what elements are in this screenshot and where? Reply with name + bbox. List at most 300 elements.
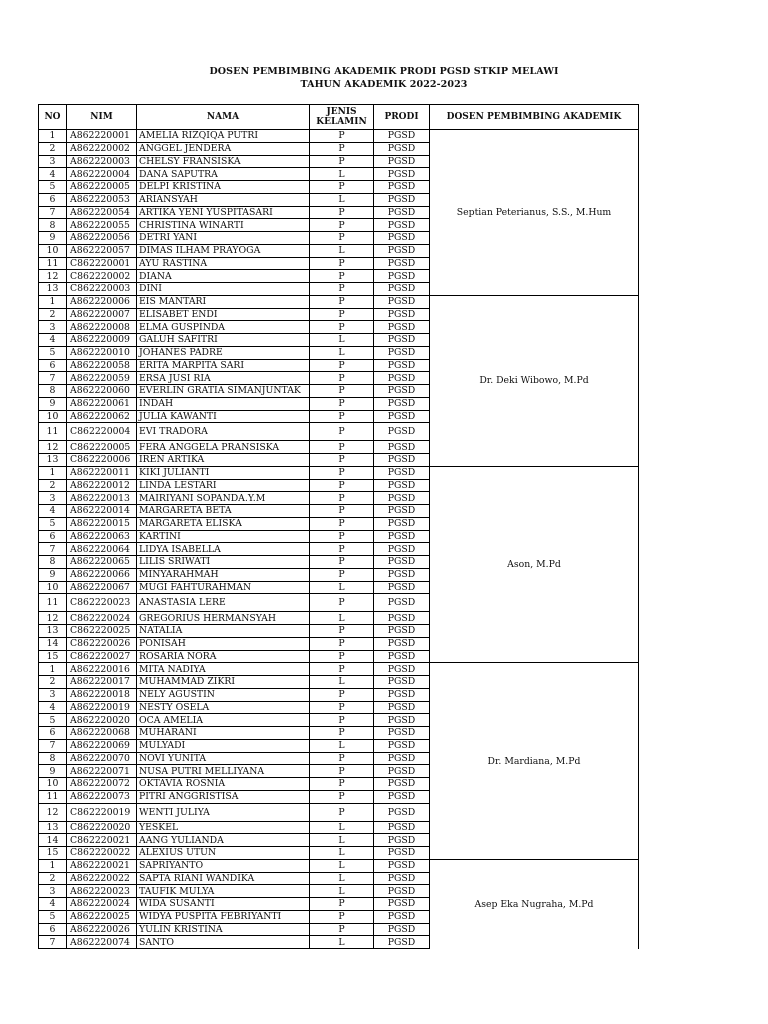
cell-nama: JULIA KAWANTI bbox=[137, 410, 310, 423]
cell-nama: CHRISTINA WINARTI bbox=[137, 219, 310, 232]
cell-nama: GALUH SAFITRI bbox=[137, 334, 310, 347]
cell-nim: A862220015 bbox=[67, 517, 137, 530]
cell-nama: MAIRIYANI SOPANDA.Y.M bbox=[137, 492, 310, 505]
cell-nim: A862220002 bbox=[67, 142, 137, 155]
cell-jenis-kelamin: P bbox=[310, 385, 374, 398]
cell-jenis-kelamin: P bbox=[310, 650, 374, 663]
cell-no: 4 bbox=[39, 898, 67, 911]
cell-nim: C862220003 bbox=[67, 283, 137, 296]
cell-nama: ALEXIUS UTUN bbox=[137, 847, 310, 860]
cell-nama: MITA NADIYA bbox=[137, 663, 310, 676]
cell-no: 8 bbox=[39, 385, 67, 398]
cell-jenis-kelamin: P bbox=[310, 410, 374, 423]
cell-jenis-kelamin: L bbox=[310, 581, 374, 594]
cell-nim: A862220056 bbox=[67, 232, 137, 245]
cell-nim: A862220058 bbox=[67, 359, 137, 372]
header-no: NO bbox=[39, 105, 67, 130]
cell-jenis-kelamin: P bbox=[310, 181, 374, 194]
cell-prodi: PGSD bbox=[374, 765, 430, 778]
cell-nim: A862220059 bbox=[67, 372, 137, 385]
cell-nim: A862220018 bbox=[67, 688, 137, 701]
cell-nim: A862220019 bbox=[67, 701, 137, 714]
cell-jenis-kelamin: P bbox=[310, 206, 374, 219]
cell-jenis-kelamin: L bbox=[310, 885, 374, 898]
cell-jenis-kelamin: P bbox=[310, 765, 374, 778]
cell-nim: A862220010 bbox=[67, 346, 137, 359]
cell-no: 7 bbox=[39, 206, 67, 219]
cell-prodi: PGSD bbox=[374, 321, 430, 334]
cell-no: 13 bbox=[39, 625, 67, 638]
cell-no: 6 bbox=[39, 193, 67, 206]
cell-prodi: PGSD bbox=[374, 581, 430, 594]
cell-nim: A862220064 bbox=[67, 543, 137, 556]
cell-prodi: PGSD bbox=[374, 441, 430, 454]
cell-nama: OKTAVIA ROSNIA bbox=[137, 778, 310, 791]
cell-nama: PITRI ANGGRISTISA bbox=[137, 790, 310, 803]
cell-nim: A862220025 bbox=[67, 910, 137, 923]
cell-prodi: PGSD bbox=[374, 612, 430, 625]
cell-no: 1 bbox=[39, 130, 67, 143]
cell-jenis-kelamin: P bbox=[310, 898, 374, 911]
cell-nama: PONISAH bbox=[137, 637, 310, 650]
cell-jenis-kelamin: P bbox=[310, 397, 374, 410]
cell-prodi: PGSD bbox=[374, 778, 430, 791]
cell-nim: A862220022 bbox=[67, 872, 137, 885]
cell-nama: MUHAMMAD ZIKRI bbox=[137, 676, 310, 689]
advisor-table bbox=[38, 104, 639, 949]
cell-jenis-kelamin: L bbox=[310, 859, 374, 872]
cell-prodi: PGSD bbox=[374, 270, 430, 283]
cell-nim: A862220009 bbox=[67, 334, 137, 347]
cell-prodi: PGSD bbox=[374, 219, 430, 232]
cell-nim: A862220069 bbox=[67, 739, 137, 752]
cell-nim: C862220006 bbox=[67, 454, 137, 467]
cell-no: 1 bbox=[39, 295, 67, 308]
cell-nim: A862220060 bbox=[67, 385, 137, 398]
cell-prodi: PGSD bbox=[374, 898, 430, 911]
cell-prodi: PGSD bbox=[374, 346, 430, 359]
cell-jenis-kelamin: L bbox=[310, 676, 374, 689]
table-row bbox=[39, 859, 639, 872]
header-dosen: DOSEN PEMBIMBING AKADEMIK bbox=[430, 105, 639, 130]
header-prodi: PRODI bbox=[374, 105, 430, 130]
cell-prodi: PGSD bbox=[374, 821, 430, 834]
cell-jenis-kelamin: P bbox=[310, 517, 374, 530]
cell-nim: A862220016 bbox=[67, 663, 137, 676]
cell-nama: DANA SAPUTRA bbox=[137, 168, 310, 181]
cell-prodi: PGSD bbox=[374, 637, 430, 650]
cell-no: 10 bbox=[39, 410, 67, 423]
cell-nama: DIANA bbox=[137, 270, 310, 283]
table-header-row bbox=[39, 105, 639, 130]
cell-prodi: PGSD bbox=[374, 556, 430, 569]
cell-nim: A862220007 bbox=[67, 308, 137, 321]
cell-jenis-kelamin: P bbox=[310, 790, 374, 803]
cell-nim: A862220011 bbox=[67, 466, 137, 479]
cell-prodi: PGSD bbox=[374, 530, 430, 543]
cell-nama: YULIN KRISTINA bbox=[137, 923, 310, 936]
cell-prodi: PGSD bbox=[374, 834, 430, 847]
cell-dosen-pembimbing: Asep Eka Nugraha, M.Pd bbox=[430, 859, 639, 948]
cell-nama: EVERLIN GRATIA SIMANJUNTAK bbox=[137, 385, 310, 398]
cell-prodi: PGSD bbox=[374, 594, 430, 612]
cell-nama: JOHANES PADRE bbox=[137, 346, 310, 359]
cell-nama: WIDYA PUSPITA FEBRIYANTI bbox=[137, 910, 310, 923]
cell-nama: AYU RASTINA bbox=[137, 257, 310, 270]
cell-nim: A862220063 bbox=[67, 530, 137, 543]
cell-nim: C862220020 bbox=[67, 821, 137, 834]
cell-nama: EIS MANTARI bbox=[137, 295, 310, 308]
cell-no: 3 bbox=[39, 885, 67, 898]
cell-nim: A862220066 bbox=[67, 568, 137, 581]
cell-jenis-kelamin: P bbox=[310, 727, 374, 740]
cell-nim: A862220065 bbox=[67, 556, 137, 569]
cell-no: 13 bbox=[39, 821, 67, 834]
cell-prodi: PGSD bbox=[374, 910, 430, 923]
cell-prodi: PGSD bbox=[374, 727, 430, 740]
cell-nama: GREGORIUS HERMANSYAH bbox=[137, 612, 310, 625]
cell-nim: A862220001 bbox=[67, 130, 137, 143]
cell-nama: ELISABET ENDI bbox=[137, 308, 310, 321]
cell-jenis-kelamin: P bbox=[310, 752, 374, 765]
cell-jenis-kelamin: P bbox=[310, 219, 374, 232]
cell-nim: C862220026 bbox=[67, 637, 137, 650]
cell-nama: SANTO bbox=[137, 936, 310, 949]
cell-jenis-kelamin: P bbox=[310, 530, 374, 543]
cell-no: 8 bbox=[39, 556, 67, 569]
cell-no: 14 bbox=[39, 834, 67, 847]
cell-no: 12 bbox=[39, 612, 67, 625]
cell-no: 2 bbox=[39, 479, 67, 492]
cell-nim: A862220054 bbox=[67, 206, 137, 219]
cell-nim: A862220073 bbox=[67, 790, 137, 803]
cell-prodi: PGSD bbox=[374, 663, 430, 676]
cell-prodi: PGSD bbox=[374, 885, 430, 898]
cell-nama: DELPI KRISTINA bbox=[137, 181, 310, 194]
cell-prodi: PGSD bbox=[374, 505, 430, 518]
cell-nim: A862220053 bbox=[67, 193, 137, 206]
cell-nama: ARTIKA YENI YUSPITASARI bbox=[137, 206, 310, 219]
cell-nim: A862220012 bbox=[67, 479, 137, 492]
cell-no: 7 bbox=[39, 543, 67, 556]
cell-nama: ARIANSYAH bbox=[137, 193, 310, 206]
cell-nama: EVI TRADORA bbox=[137, 423, 310, 441]
cell-jenis-kelamin: P bbox=[310, 321, 374, 334]
cell-nama: NUSA PUTRI MELLIYANA bbox=[137, 765, 310, 778]
cell-nama: LIDYA ISABELLA bbox=[137, 543, 310, 556]
cell-prodi: PGSD bbox=[374, 308, 430, 321]
cell-nim: A862220055 bbox=[67, 219, 137, 232]
cell-no: 3 bbox=[39, 155, 67, 168]
cell-prodi: PGSD bbox=[374, 385, 430, 398]
cell-prodi: PGSD bbox=[374, 568, 430, 581]
cell-nama: ROSARIA NORA bbox=[137, 650, 310, 663]
cell-dosen-pembimbing: Dr. Mardiana, M.Pd bbox=[430, 663, 639, 860]
cell-nim: A862220017 bbox=[67, 676, 137, 689]
cell-nama: TAUFIK MULYA bbox=[137, 885, 310, 898]
cell-jenis-kelamin: L bbox=[310, 936, 374, 949]
cell-nim: C862220027 bbox=[67, 650, 137, 663]
cell-nama: SAPTA RIANI WANDIKA bbox=[137, 872, 310, 885]
cell-prodi: PGSD bbox=[374, 803, 430, 821]
cell-no: 9 bbox=[39, 765, 67, 778]
cell-nim: C862220021 bbox=[67, 834, 137, 847]
cell-no: 5 bbox=[39, 714, 67, 727]
cell-prodi: PGSD bbox=[374, 206, 430, 219]
cell-nim: C862220019 bbox=[67, 803, 137, 821]
cell-nama: ANGGEL JENDERA bbox=[137, 142, 310, 155]
table-row bbox=[39, 130, 639, 143]
cell-nim: C862220025 bbox=[67, 625, 137, 638]
cell-prodi: PGSD bbox=[374, 739, 430, 752]
cell-jenis-kelamin: L bbox=[310, 821, 374, 834]
cell-nama: MUHARANI bbox=[137, 727, 310, 740]
cell-prodi: PGSD bbox=[374, 359, 430, 372]
cell-jenis-kelamin: L bbox=[310, 834, 374, 847]
cell-prodi: PGSD bbox=[374, 168, 430, 181]
cell-dosen-pembimbing: Ason, M.Pd bbox=[430, 466, 639, 663]
cell-nama: NELY AGUSTIN bbox=[137, 688, 310, 701]
cell-jenis-kelamin: P bbox=[310, 688, 374, 701]
cell-jenis-kelamin: P bbox=[310, 308, 374, 321]
cell-nama: AMELIA RIZQIQA PUTRI bbox=[137, 130, 310, 143]
cell-prodi: PGSD bbox=[374, 142, 430, 155]
cell-jenis-kelamin: L bbox=[310, 872, 374, 885]
cell-nim: A862220024 bbox=[67, 898, 137, 911]
cell-jenis-kelamin: L bbox=[310, 346, 374, 359]
cell-nama: FERA ANGGELA PRANSISKA bbox=[137, 441, 310, 454]
header-nim: NIM bbox=[67, 105, 137, 130]
cell-no: 9 bbox=[39, 568, 67, 581]
cell-no: 6 bbox=[39, 923, 67, 936]
cell-prodi: PGSD bbox=[374, 466, 430, 479]
cell-nim: A862220021 bbox=[67, 859, 137, 872]
cell-no: 7 bbox=[39, 936, 67, 949]
cell-nim: A862220070 bbox=[67, 752, 137, 765]
cell-no: 5 bbox=[39, 517, 67, 530]
cell-prodi: PGSD bbox=[374, 410, 430, 423]
cell-no: 2 bbox=[39, 308, 67, 321]
cell-jenis-kelamin: P bbox=[310, 283, 374, 296]
cell-no: 14 bbox=[39, 637, 67, 650]
cell-jenis-kelamin: P bbox=[310, 372, 374, 385]
cell-nim: C862220005 bbox=[67, 441, 137, 454]
cell-nama: KIKI JULIANTI bbox=[137, 466, 310, 479]
table-row bbox=[39, 663, 639, 676]
cell-no: 4 bbox=[39, 334, 67, 347]
cell-no: 3 bbox=[39, 492, 67, 505]
cell-no: 12 bbox=[39, 441, 67, 454]
cell-no: 4 bbox=[39, 701, 67, 714]
cell-prodi: PGSD bbox=[374, 397, 430, 410]
document-title: DOSEN PEMBIMBING AKADEMIK PRODI PGSD STKIP MELAWI bbox=[209, 66, 559, 77]
cell-prodi: PGSD bbox=[374, 752, 430, 765]
cell-jenis-kelamin: P bbox=[310, 454, 374, 467]
cell-jenis-kelamin: P bbox=[310, 130, 374, 143]
cell-nama: WENTI JULIYA bbox=[137, 803, 310, 821]
cell-prodi: PGSD bbox=[374, 295, 430, 308]
cell-jenis-kelamin: P bbox=[310, 910, 374, 923]
cell-jenis-kelamin: P bbox=[310, 466, 374, 479]
cell-no: 15 bbox=[39, 847, 67, 860]
cell-nim: A862220014 bbox=[67, 505, 137, 518]
cell-jenis-kelamin: L bbox=[310, 334, 374, 347]
cell-jenis-kelamin: P bbox=[310, 701, 374, 714]
cell-nim: A862220057 bbox=[67, 244, 137, 257]
cell-prodi: PGSD bbox=[374, 232, 430, 245]
cell-nama: DIMAS ILHAM PRAYOGA bbox=[137, 244, 310, 257]
cell-dosen-pembimbing: Septian Peterianus, S.S., M.Hum bbox=[430, 130, 639, 296]
cell-no: 8 bbox=[39, 752, 67, 765]
cell-nama: NOVI YUNITA bbox=[137, 752, 310, 765]
cell-no: 5 bbox=[39, 181, 67, 194]
cell-nama: AANG YULIANDA bbox=[137, 834, 310, 847]
cell-nama: LINDA LESTARI bbox=[137, 479, 310, 492]
cell-nim: A862220074 bbox=[67, 936, 137, 949]
cell-nama: KARTINI bbox=[137, 530, 310, 543]
cell-jenis-kelamin: P bbox=[310, 637, 374, 650]
cell-jenis-kelamin: P bbox=[310, 543, 374, 556]
cell-prodi: PGSD bbox=[374, 923, 430, 936]
cell-jenis-kelamin: P bbox=[310, 423, 374, 441]
cell-nim: A862220006 bbox=[67, 295, 137, 308]
cell-no: 4 bbox=[39, 505, 67, 518]
cell-nama: WIDA SUSANTI bbox=[137, 898, 310, 911]
cell-nim: A862220061 bbox=[67, 397, 137, 410]
cell-nim: A862220005 bbox=[67, 181, 137, 194]
cell-nama: MUGI FAHTURAHMAN bbox=[137, 581, 310, 594]
cell-jenis-kelamin: P bbox=[310, 479, 374, 492]
cell-jenis-kelamin: P bbox=[310, 625, 374, 638]
header-nama: NAMA bbox=[137, 105, 310, 130]
cell-prodi: PGSD bbox=[374, 847, 430, 860]
cell-nama: NATALIA bbox=[137, 625, 310, 638]
cell-jenis-kelamin: P bbox=[310, 505, 374, 518]
cell-nim: A862220013 bbox=[67, 492, 137, 505]
cell-jenis-kelamin: P bbox=[310, 568, 374, 581]
cell-prodi: PGSD bbox=[374, 423, 430, 441]
cell-prodi: PGSD bbox=[374, 334, 430, 347]
cell-nama: MARGARETA ELISKA bbox=[137, 517, 310, 530]
cell-prodi: PGSD bbox=[374, 859, 430, 872]
cell-nim: C862220024 bbox=[67, 612, 137, 625]
cell-nim: C862220022 bbox=[67, 847, 137, 860]
cell-jenis-kelamin: L bbox=[310, 168, 374, 181]
cell-jenis-kelamin: P bbox=[310, 556, 374, 569]
cell-jenis-kelamin: P bbox=[310, 594, 374, 612]
cell-jenis-kelamin: P bbox=[310, 441, 374, 454]
cell-nama: SAPRIYANTO bbox=[137, 859, 310, 872]
cell-nama: NESTY OSELA bbox=[137, 701, 310, 714]
cell-no: 1 bbox=[39, 466, 67, 479]
cell-jenis-kelamin: P bbox=[310, 359, 374, 372]
cell-no: 9 bbox=[39, 397, 67, 410]
cell-nim: C862220002 bbox=[67, 270, 137, 283]
cell-jenis-kelamin: P bbox=[310, 295, 374, 308]
cell-nama: ANASTASIA LERE bbox=[137, 594, 310, 612]
cell-prodi: PGSD bbox=[374, 283, 430, 296]
cell-no: 3 bbox=[39, 688, 67, 701]
cell-no: 5 bbox=[39, 346, 67, 359]
cell-prodi: PGSD bbox=[374, 936, 430, 949]
cell-jenis-kelamin: P bbox=[310, 803, 374, 821]
cell-no: 12 bbox=[39, 270, 67, 283]
cell-no: 7 bbox=[39, 372, 67, 385]
cell-prodi: PGSD bbox=[374, 257, 430, 270]
cell-prodi: PGSD bbox=[374, 479, 430, 492]
cell-no: 6 bbox=[39, 727, 67, 740]
cell-nim: A862220071 bbox=[67, 765, 137, 778]
cell-nama: LILIS SRIWATI bbox=[137, 556, 310, 569]
cell-nim: C862220023 bbox=[67, 594, 137, 612]
cell-no: 10 bbox=[39, 244, 67, 257]
cell-nama: ERITA MARPITA SARI bbox=[137, 359, 310, 372]
cell-prodi: PGSD bbox=[374, 714, 430, 727]
cell-nim: A862220008 bbox=[67, 321, 137, 334]
cell-no: 12 bbox=[39, 803, 67, 821]
cell-nim: A862220004 bbox=[67, 168, 137, 181]
cell-jenis-kelamin: P bbox=[310, 232, 374, 245]
document-subtitle: TAHUN AKADEMIK 2022-2023 bbox=[300, 79, 468, 90]
cell-nim: A862220003 bbox=[67, 155, 137, 168]
header-kelamin: KELAMIN bbox=[316, 117, 367, 127]
cell-prodi: PGSD bbox=[374, 790, 430, 803]
cell-nama: INDAH bbox=[137, 397, 310, 410]
cell-no: 6 bbox=[39, 359, 67, 372]
cell-nim: C862220004 bbox=[67, 423, 137, 441]
cell-prodi: PGSD bbox=[374, 625, 430, 638]
cell-nama: ERSA JUSI RIA bbox=[137, 372, 310, 385]
cell-no: 1 bbox=[39, 663, 67, 676]
cell-prodi: PGSD bbox=[374, 130, 430, 143]
cell-no: 13 bbox=[39, 283, 67, 296]
cell-prodi: PGSD bbox=[374, 701, 430, 714]
cell-no: 11 bbox=[39, 790, 67, 803]
cell-prodi: PGSD bbox=[374, 650, 430, 663]
cell-nim: A862220026 bbox=[67, 923, 137, 936]
cell-no: 10 bbox=[39, 581, 67, 594]
cell-jenis-kelamin: P bbox=[310, 142, 374, 155]
cell-prodi: PGSD bbox=[374, 517, 430, 530]
cell-no: 2 bbox=[39, 142, 67, 155]
cell-no: 7 bbox=[39, 739, 67, 752]
cell-jenis-kelamin: L bbox=[310, 244, 374, 257]
cell-nama: DETRI YANI bbox=[137, 232, 310, 245]
cell-nama: CHELSY FRANSISKA bbox=[137, 155, 310, 168]
cell-jenis-kelamin: P bbox=[310, 270, 374, 283]
cell-nama: MARGARETA BETA bbox=[137, 505, 310, 518]
cell-prodi: PGSD bbox=[374, 492, 430, 505]
cell-prodi: PGSD bbox=[374, 155, 430, 168]
cell-no: 11 bbox=[39, 257, 67, 270]
cell-nim: A862220020 bbox=[67, 714, 137, 727]
cell-no: 11 bbox=[39, 423, 67, 441]
cell-no: 9 bbox=[39, 232, 67, 245]
cell-nim: A862220023 bbox=[67, 885, 137, 898]
cell-prodi: PGSD bbox=[374, 181, 430, 194]
cell-jenis-kelamin: P bbox=[310, 492, 374, 505]
cell-prodi: PGSD bbox=[374, 372, 430, 385]
cell-nim: C862220001 bbox=[67, 257, 137, 270]
cell-nim: A862220068 bbox=[67, 727, 137, 740]
cell-no: 5 bbox=[39, 910, 67, 923]
cell-prodi: PGSD bbox=[374, 872, 430, 885]
cell-no: 6 bbox=[39, 530, 67, 543]
cell-jenis-kelamin: P bbox=[310, 923, 374, 936]
cell-nim: A862220067 bbox=[67, 581, 137, 594]
cell-jenis-kelamin: P bbox=[310, 155, 374, 168]
cell-jenis-kelamin: L bbox=[310, 847, 374, 860]
